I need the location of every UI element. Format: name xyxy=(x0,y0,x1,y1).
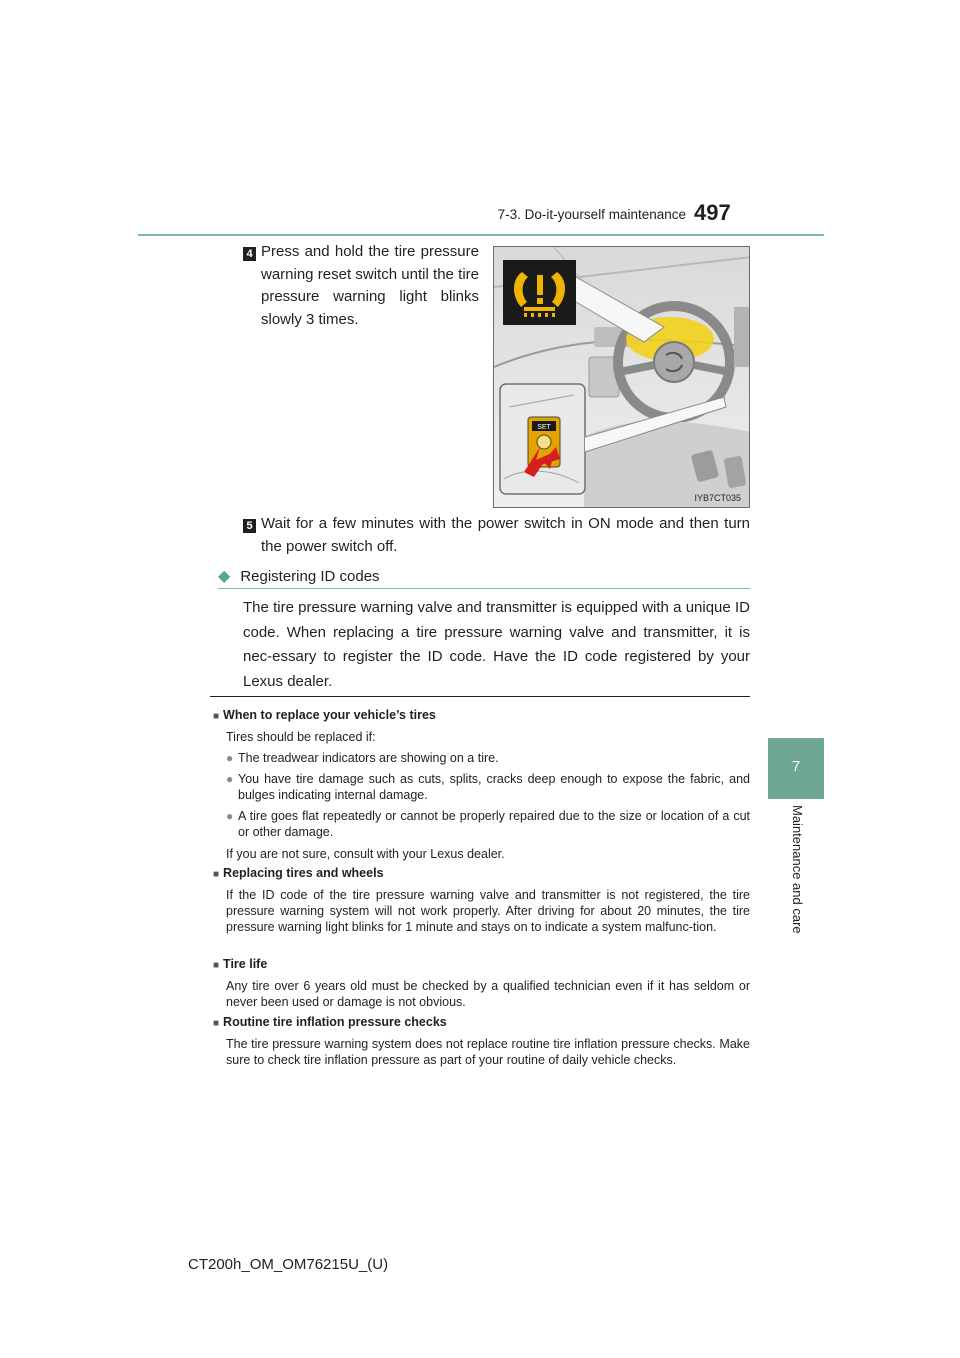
chapter-number: 7 xyxy=(791,758,801,775)
step-4-text: Press and hold the tire pressure warning reset switch until the tire pressure warning light blinks slowly 3 times. xyxy=(261,243,479,328)
note-routine-body: The tire pressure warning system does not replace routine tire inflation pressure checks. Make sure to check tire inflation pressure as part of your routine of daily vehicle checks. xyxy=(226,1037,750,1067)
round-bullet-icon: ● xyxy=(226,809,234,823)
list-item-text: The treadwear indicators are showing on a tire. xyxy=(238,751,499,765)
set-switch-label: SET xyxy=(537,424,551,431)
chapter-tab xyxy=(768,738,824,799)
note-heading-replace xyxy=(213,708,436,722)
list-item xyxy=(226,771,750,803)
dashboard-drawing xyxy=(494,247,750,508)
list-item xyxy=(226,808,750,840)
round-bullet-icon: ● xyxy=(226,751,234,765)
diamond-icon: ◆ xyxy=(218,568,231,585)
square-bullet-icon: ■ xyxy=(213,960,220,971)
registering-heading-text: Registering ID codes xyxy=(240,568,380,585)
list-item-text: A tire goes flat repeatedly or cannot be properly repaired due to the size or location of a cut or other damage. xyxy=(238,809,750,839)
note-heading-life-text: Tire life xyxy=(223,957,268,971)
running-header-section: 7-3. Do-it-yourself maintenance xyxy=(497,207,686,222)
square-bullet-icon: ■ xyxy=(213,1018,220,1029)
note-wheels-body: If the ID code of the tire pressure warning valve and transmitter is not registered, the tire pressure warning system will not work properly. After driving for about 20 minutes, the tire pressure warning light blinks for 1 minute and stays on to indicate a system malfunc-tion. xyxy=(226,888,750,934)
chapter-label: Maintenance and care xyxy=(790,805,805,934)
note-heading-replace-text: When to replace your vehicle’s tires xyxy=(223,708,436,722)
step-5-badge: 5 xyxy=(243,519,256,533)
page-number: 497 xyxy=(694,200,731,225)
figure-code: IYB7CT035 xyxy=(694,493,741,503)
note-replace-intro: Tires should be replaced if: xyxy=(226,730,376,744)
step-5-text: Wait for a few minutes with the power switch in ON mode and then turn the power switch off. xyxy=(261,515,750,555)
note-heading-life xyxy=(213,957,267,971)
notes-divider xyxy=(210,696,750,697)
note-heading-routine-text: Routine tire inflation pressure checks xyxy=(223,1015,447,1029)
note-life-body: Any tire over 6 years old must be checked by a qualified technician even if it has seldom or never been used or damage is not obvious. xyxy=(226,979,750,1009)
document-code-footer: CT200h_OM_OM76215U_(U) xyxy=(188,1256,389,1273)
list-item-text: You have tire damage such as cuts, splits, cracks deep enough to expose the fabric, and bulges indicating internal damage. xyxy=(238,772,750,802)
note-replace-outro: If you are not sure, consult with your Lexus dealer. xyxy=(226,847,505,861)
list-item xyxy=(226,750,750,766)
step-4-badge: 4 xyxy=(243,247,256,261)
round-bullet-icon: ● xyxy=(226,772,234,786)
square-bullet-icon: ■ xyxy=(213,711,220,722)
registering-body: The tire pressure warning valve and transmitter is equipped with a unique ID code. When replacing a tire pressure warning valve and transmitter, it is nec-essary to register the ID code. Have the ID code registered by your Lexus dealer. xyxy=(243,599,750,690)
header-rule xyxy=(138,234,824,236)
registering-heading xyxy=(218,566,380,586)
note-heading-wheels-text: Replacing tires and wheels xyxy=(223,866,384,880)
note-heading-routine xyxy=(213,1015,447,1029)
square-bullet-icon: ■ xyxy=(213,869,220,880)
subheading-rule xyxy=(218,588,750,589)
warning-reset-illustration xyxy=(493,246,750,508)
note-heading-wheels xyxy=(213,866,384,880)
